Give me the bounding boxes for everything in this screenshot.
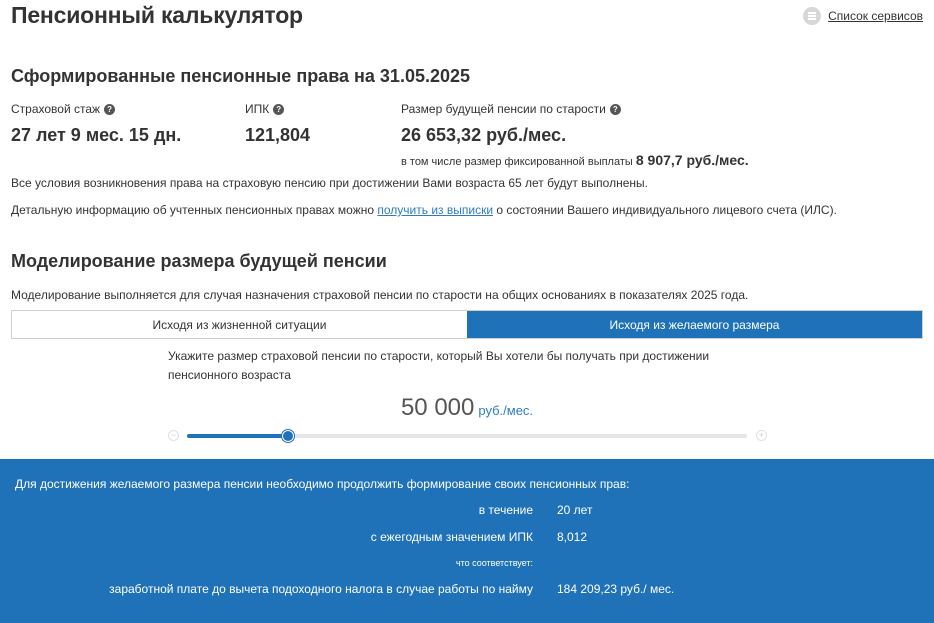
modeling-description: Моделирование выполняется для случая назначения страховой пенсии по старости на общих основаниях в показателях 2025 года. [11,288,749,302]
desired-amount-display [0,394,934,422]
plus-icon[interactable]: + [756,430,767,441]
question-icon[interactable]: ? [273,104,284,115]
services-list-link-label[interactable]: Список сервисов [828,9,923,23]
page-title: Пенсионный калькулятор [11,2,303,28]
result-row-value: 184 209,23 руб./ мес. [557,582,675,596]
ipk-label: ИПК [245,102,270,116]
ipk-stat [245,102,310,146]
result-headline: Для достижения желаемого размера пенсии необходимо продолжить формирование своих пенсионных прав: [15,477,630,491]
rights-section-title: Сформированные пенсионные права на 31.05.2025 [11,66,471,86]
fixed-payment [401,152,749,168]
details-text [11,203,837,217]
minus-icon[interactable]: − [168,430,179,441]
desired-amount-unit: руб./мес. [478,403,534,418]
experience-stat [11,102,181,146]
result-row-value: 20 лет [557,503,593,517]
pension-stat [401,102,749,168]
result-row-value: 8,012 [557,530,588,544]
ipk-value: 121,804 [245,125,311,145]
conditions-text: Все условия возникновения права на страховую пенсию при достижении Вами возраста 65 лет будут выполнены. [11,176,648,190]
experience-label: Страховой стаж [11,102,101,116]
result-row-label: с ежегодным значением ИПК [370,530,533,544]
tab-desired-amount[interactable]: Исходя из желаемого размера [467,311,922,338]
desired-amount-value[interactable]: 50 000 [400,394,475,421]
modeling-tabs [11,310,923,339]
slider-fill [187,434,288,438]
pension-value: 26 653,32 руб./мес. [401,125,567,145]
desired-amount-instruction: Укажите размер страховой пенсии по старости, который Вы хотели бы получать при достижении пенсионного возраста [168,349,710,382]
fixed-payment-value: 8 907,7 руб./мес. [635,152,749,168]
details-text-before: Детальную информацию об учтенных пенсионных правах можно [11,203,375,217]
fixed-payment-label: в том числе размер фиксированной выплаты [401,156,633,168]
services-list-link[interactable] [803,7,923,25]
question-icon[interactable]: ? [610,104,621,115]
menu-icon[interactable] [803,7,821,25]
details-text-after: о состоянии Вашего индивидуального лицевого счета (ИЛС). [496,203,837,217]
tab-life-situation[interactable]: Исходя из жизненной ситуации [152,317,327,332]
pension-label: Размер будущей пенсии по старости [401,102,606,116]
result-row-label: что соответствует: [455,558,533,568]
result-row-label: в течение [478,503,533,517]
amount-slider[interactable] [168,428,768,444]
result-row-label: заработной плате до вычета подоходного налога в случае работы по найму [109,582,533,596]
experience-value: 27 лет 9 мес. 15 дн. [11,125,182,145]
result-panel [0,459,934,623]
slider-handle[interactable] [282,430,294,442]
statement-link[interactable]: получить из выписки [377,203,494,217]
modeling-section-title: Моделирование размера будущей пенсии [11,251,387,271]
question-icon[interactable]: ? [104,104,115,115]
